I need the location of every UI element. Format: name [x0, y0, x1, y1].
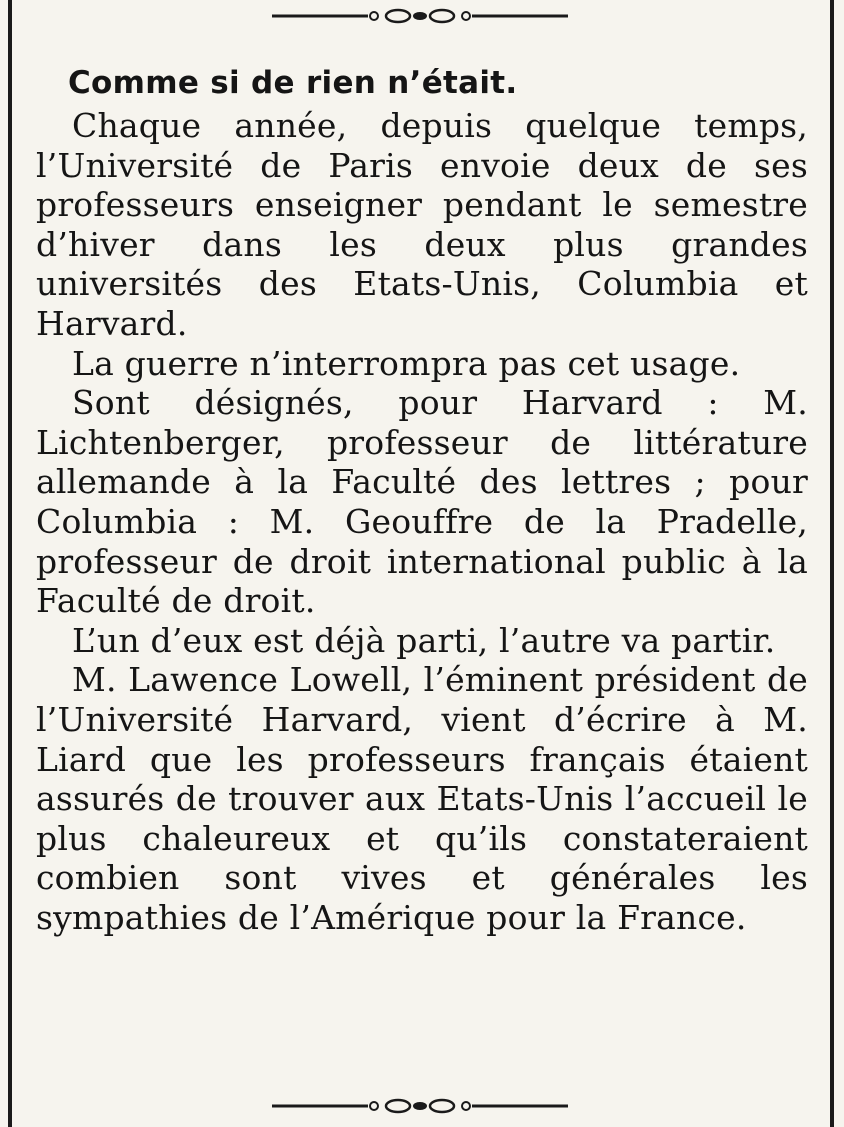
- article-paragraph: Sont désignés, pour Harvard : M. Lichtenberger, professeur de littérature allemande à la Faculté des lettres ; pour Columbia : M. Geouffre de la Pradelle, professeur de droit international public à la Faculté de droit.: [36, 383, 808, 621]
- ornament-divider-bottom-icon: [270, 1096, 570, 1116]
- ornament-divider-top-icon: [270, 6, 570, 26]
- article-paragraph: Chaque année, depuis quelque temps, l’Université de Paris envoie deux de ses professeurs enseigner pendant le semestre d’hiver dans les deux plus grandes universités des Etats-Unis, Columbia et Harvard.: [36, 106, 808, 343]
- article-headline: Comme si de rien n’était.: [68, 65, 518, 101]
- article-paragraph: L’un d’eux est déjà parti, l’autre va partir.: [72, 620, 776, 660]
- column-rule-right: [830, 0, 834, 1127]
- article-paragraph: M. Lawence Lowell, l’éminent président de l’Université Harvard, vient d’écrire à M. Liard que les professeurs français étaient assurés de trouver aux Etats-Unis l’accueil le plus chaleureux et qu’ils constateraient combien sont vives et générales les sympathies de l’Amérique pour la France.: [36, 660, 808, 937]
- article: [36, 60, 808, 937]
- article-paragraph: La guerre n’interrompra pas cet usage.: [72, 343, 741, 383]
- column-rule-left: [8, 0, 12, 1127]
